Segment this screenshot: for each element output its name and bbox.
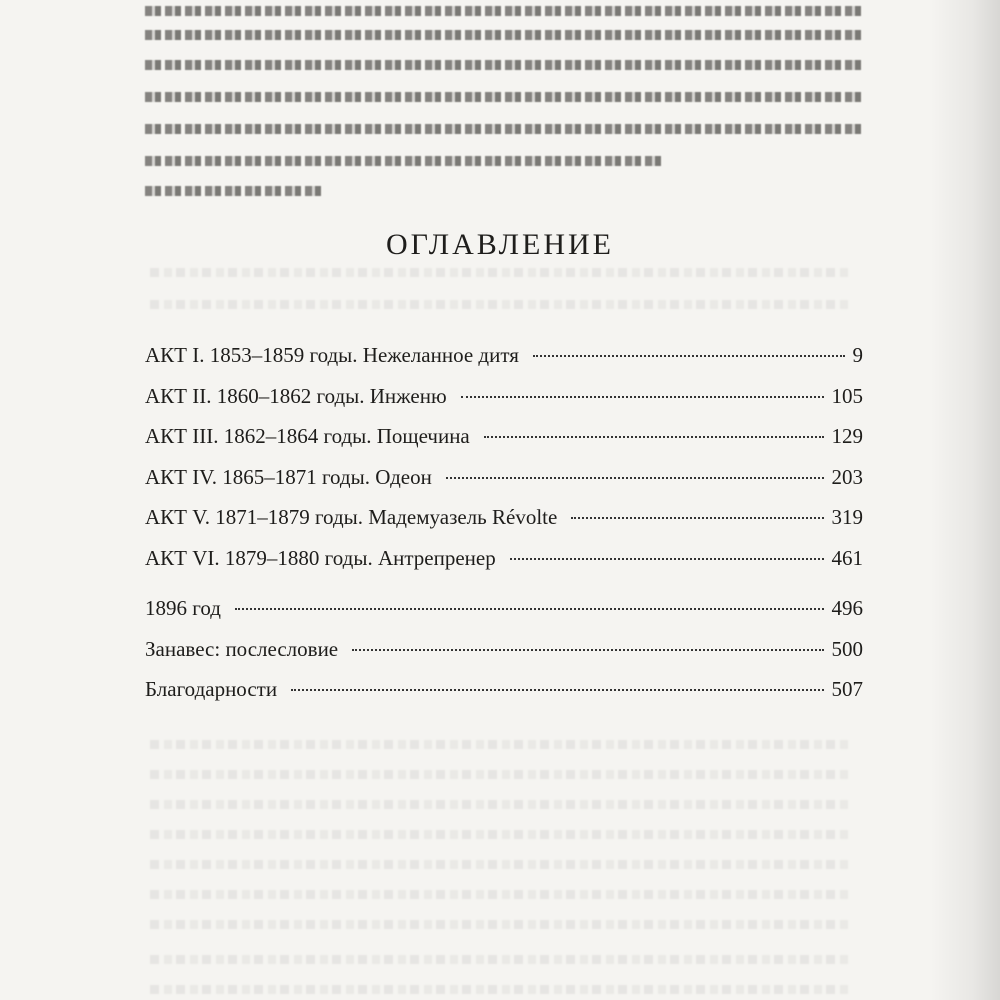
toc-entry-page: 203	[831, 464, 863, 489]
show-through-line	[150, 860, 850, 869]
toc-entry-title: 1896 год	[145, 596, 221, 620]
toc-entry-page: 461	[831, 545, 863, 570]
page-title: ОГЛАВЛЕНИЕ	[386, 228, 614, 261]
bleed-text-line	[145, 30, 865, 40]
toc-entry-page: 319	[831, 505, 863, 529]
show-through-line	[150, 300, 850, 309]
bleed-text-line	[145, 124, 865, 134]
dot-leader	[510, 558, 824, 560]
toc-entry[interactable]	[145, 423, 863, 464]
show-through-line	[150, 800, 850, 809]
table-of-contents	[145, 342, 863, 717]
toc-entry-page: 105	[831, 383, 863, 408]
toc-entry[interactable]	[145, 464, 863, 505]
dot-leader	[533, 355, 845, 357]
toc-entry-title: АКТ IV. 1865–1871 годы. Одеон	[145, 464, 432, 489]
dot-leader	[352, 649, 823, 651]
show-through-line	[150, 830, 850, 839]
dot-leader	[291, 689, 823, 691]
bleed-text-line	[145, 6, 865, 16]
toc-entry[interactable]	[145, 504, 863, 545]
toc-entry[interactable]	[145, 383, 863, 424]
toc-entry-page: 496	[831, 596, 863, 620]
dot-leader	[235, 608, 824, 610]
bleed-text-line	[145, 156, 665, 166]
toc-entry-title: АКТ VI. 1879–1880 годы. Антрепренер	[145, 545, 496, 570]
show-through-line	[150, 985, 850, 994]
toc-entry-title: Занавес: послесловие	[145, 636, 339, 661]
show-through-line	[150, 955, 850, 964]
toc-entry[interactable]	[145, 342, 863, 383]
toc-entry[interactable]	[145, 545, 863, 586]
toc-entry[interactable]	[145, 676, 863, 717]
show-through-line	[150, 890, 850, 899]
toc-entry-title: Благодарности	[145, 677, 278, 701]
dot-leader	[446, 477, 824, 479]
dot-leader	[484, 436, 824, 438]
dot-leader	[571, 517, 823, 519]
toc-entry-page: 500	[831, 636, 863, 661]
toc-entry-page: 507	[831, 677, 863, 701]
toc-entry-page: 9	[852, 343, 863, 367]
toc-entry[interactable]	[145, 595, 863, 636]
toc-entry-title: АКТ I. 1853–1859 годы. Нежеланное дитя	[145, 343, 519, 367]
toc-entry-title: АКТ V. 1871–1879 годы. Мадемуазель Révolte	[145, 505, 558, 529]
show-through-line	[150, 770, 850, 779]
show-through-line	[150, 268, 850, 277]
show-through-line	[150, 740, 850, 749]
toc-entry-title: АКТ II. 1860–1862 годы. Инженю	[145, 383, 447, 408]
toc-entry-page: 129	[831, 424, 863, 448]
dot-leader	[461, 396, 824, 398]
previous-page-bleed-through	[0, 0, 1000, 215]
bleed-text-line	[145, 186, 325, 196]
toc-entry[interactable]	[145, 636, 863, 677]
show-through-line	[150, 920, 850, 929]
bleed-text-line	[145, 60, 865, 70]
toc-entry-title: АКТ III. 1862–1864 годы. Пощечина	[145, 424, 470, 448]
bleed-text-line	[145, 92, 865, 102]
